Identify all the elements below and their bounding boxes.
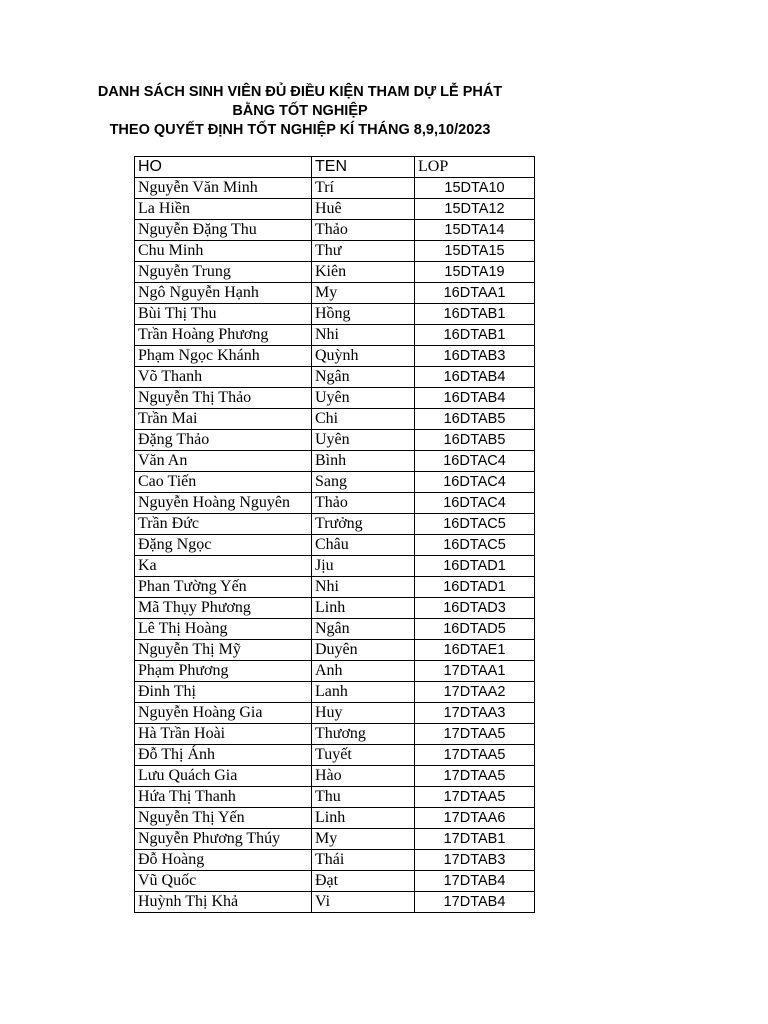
student-table (134, 156, 535, 913)
table-row (135, 304, 535, 325)
cell-lop: 17DTAA5 (415, 724, 535, 745)
cell-lop: 16DTAC4 (415, 493, 535, 514)
table-row (135, 325, 535, 346)
cell-ho: Hà Trần Hoài (135, 724, 312, 745)
cell-lop: 17DTAA5 (415, 766, 535, 787)
table-row (135, 577, 535, 598)
cell-ho: Nguyễn Phương Thúy (135, 829, 312, 850)
cell-ten: Linh (312, 598, 415, 619)
table-row (135, 892, 535, 913)
cell-ten: Thu (312, 787, 415, 808)
cell-ten: Thư (312, 241, 415, 262)
cell-lop: 15DTA14 (415, 220, 535, 241)
cell-ho: Nguyễn Văn Minh (135, 178, 312, 199)
cell-lop: 16DTAC4 (415, 451, 535, 472)
table-header-row (135, 157, 535, 178)
table-row (135, 535, 535, 556)
cell-ho: Nguyễn Hoàng Nguyên (135, 493, 312, 514)
cell-ten: Uyên (312, 388, 415, 409)
table-row (135, 703, 535, 724)
cell-ho: Đặng Ngọc (135, 535, 312, 556)
cell-ten: Linh (312, 808, 415, 829)
cell-ten: Trưởng (312, 514, 415, 535)
cell-lop: 16DTAB1 (415, 325, 535, 346)
cell-lop: 15DTA10 (415, 178, 535, 199)
cell-ho: Phan Tường Yến (135, 577, 312, 598)
table-row (135, 682, 535, 703)
cell-ten: Jịu (312, 556, 415, 577)
cell-lop: 16DTAC4 (415, 472, 535, 493)
table-row (135, 493, 535, 514)
table-row (135, 220, 535, 241)
cell-ho: Đặng Thảo (135, 430, 312, 451)
title-line-3: THEO QUYẾT ĐỊNH TỐT NGHIỆP KÍ THÁNG 8,9,10/2023 (109, 122, 491, 138)
table-row (135, 745, 535, 766)
cell-ten: Thái (312, 850, 415, 871)
cell-ten: Uyên (312, 430, 415, 451)
cell-ho: Bùi Thị Thu (135, 304, 312, 325)
cell-ho: Huỳnh Thị Khả (135, 892, 312, 913)
cell-ten: Tuyết (312, 745, 415, 766)
cell-ho: Phạm Ngọc Khánh (135, 346, 312, 367)
cell-lop: 17DTAA1 (415, 661, 535, 682)
table-row (135, 451, 535, 472)
cell-ho: Nguyễn Thị Yến (135, 808, 312, 829)
cell-ten: Bình (312, 451, 415, 472)
table-row (135, 241, 535, 262)
cell-lop: 17DTAA2 (415, 682, 535, 703)
cell-ho: Lê Thị Hoàng (135, 619, 312, 640)
cell-ho: Nguyễn Thị Mỹ (135, 640, 312, 661)
cell-ho: Ka (135, 556, 312, 577)
table-row (135, 388, 535, 409)
table-row (135, 556, 535, 577)
cell-ten: Thảo (312, 493, 415, 514)
cell-ho: Võ Thanh (135, 367, 312, 388)
cell-ho: La Hiền (135, 199, 312, 220)
cell-ten: Hồng (312, 304, 415, 325)
cell-ten: Vi (312, 892, 415, 913)
table-row (135, 514, 535, 535)
table-row (135, 367, 535, 388)
cell-lop: 16DTAD5 (415, 619, 535, 640)
cell-ho: Mã Thụy Phương (135, 598, 312, 619)
table-row (135, 283, 535, 304)
document-title (70, 83, 530, 140)
cell-ho: Cao Tiến (135, 472, 312, 493)
cell-ten: My (312, 283, 415, 304)
cell-lop: 16DTAC5 (415, 535, 535, 556)
cell-ten: Thảo (312, 220, 415, 241)
cell-lop: 16DTAB1 (415, 304, 535, 325)
cell-lop: 16DTAE1 (415, 640, 535, 661)
cell-ten: Sang (312, 472, 415, 493)
table-row (135, 850, 535, 871)
cell-ho: Chu Minh (135, 241, 312, 262)
cell-lop: 16DTAB3 (415, 346, 535, 367)
cell-lop: 17DTAB1 (415, 829, 535, 850)
cell-ten: Thương (312, 724, 415, 745)
table-row (135, 871, 535, 892)
title-line-2: BẰNG TỐT NGHIỆP (232, 103, 368, 119)
cell-lop: 17DTAA5 (415, 787, 535, 808)
title-line-1: DANH SÁCH SINH VIÊN ĐỦ ĐIỀU KIỆN THAM DỰ LỄ PHÁT (97, 84, 503, 100)
cell-ten: Ngân (312, 619, 415, 640)
cell-lop: 16DTAA1 (415, 283, 535, 304)
table-row (135, 808, 535, 829)
cell-ho: Văn An (135, 451, 312, 472)
cell-ten: Chi (312, 409, 415, 430)
cell-lop: 16DTAD3 (415, 598, 535, 619)
cell-ten: Nhi (312, 577, 415, 598)
table-row (135, 472, 535, 493)
cell-ten: Nhi (312, 325, 415, 346)
cell-ho: Đỗ Thị Ánh (135, 745, 312, 766)
cell-lop: 17DTAA5 (415, 745, 535, 766)
cell-lop: 15DTA19 (415, 262, 535, 283)
table-row (135, 724, 535, 745)
cell-lop: 17DTAB3 (415, 850, 535, 871)
cell-ho: Đinh Thị (135, 682, 312, 703)
cell-ten: Lanh (312, 682, 415, 703)
cell-lop: 15DTA15 (415, 241, 535, 262)
cell-ten: Quỳnh (312, 346, 415, 367)
table-row (135, 178, 535, 199)
cell-ten: Ngân (312, 367, 415, 388)
table-row (135, 766, 535, 787)
table-row (135, 598, 535, 619)
cell-lop: 16DTAB5 (415, 409, 535, 430)
cell-lop: 16DTAD1 (415, 577, 535, 598)
cell-ten: Huê (312, 199, 415, 220)
header-lop: LOP (415, 157, 535, 178)
cell-lop: 17DTAA3 (415, 703, 535, 724)
table-row (135, 199, 535, 220)
cell-lop: 17DTAA6 (415, 808, 535, 829)
cell-ten: Hào (312, 766, 415, 787)
cell-ho: Ngô Nguyễn Hạnh (135, 283, 312, 304)
cell-lop: 17DTAB4 (415, 892, 535, 913)
cell-ten: Châu (312, 535, 415, 556)
cell-ho: Nguyễn Trung (135, 262, 312, 283)
cell-ho: Nguyễn Hoàng Gia (135, 703, 312, 724)
cell-ho: Trần Hoàng Phương (135, 325, 312, 346)
cell-ten: Duyên (312, 640, 415, 661)
cell-ten: My (312, 829, 415, 850)
table-row (135, 829, 535, 850)
cell-lop: 15DTA12 (415, 199, 535, 220)
cell-ten: Kiên (312, 262, 415, 283)
table-row (135, 787, 535, 808)
table-row (135, 262, 535, 283)
table-row (135, 430, 535, 451)
cell-ho: Vũ Quốc (135, 871, 312, 892)
cell-lop: 16DTAD1 (415, 556, 535, 577)
table-row (135, 409, 535, 430)
cell-ho: Đỗ Hoàng (135, 850, 312, 871)
cell-lop: 16DTAC5 (415, 514, 535, 535)
cell-lop: 17DTAB4 (415, 871, 535, 892)
header-ho: HO (135, 157, 312, 178)
cell-lop: 16DTAB4 (415, 388, 535, 409)
cell-ten: Huy (312, 703, 415, 724)
cell-ten: Anh (312, 661, 415, 682)
table-row (135, 346, 535, 367)
cell-ten: Đạt (312, 871, 415, 892)
cell-ten: Trí (312, 178, 415, 199)
cell-lop: 16DTAB4 (415, 367, 535, 388)
table-row (135, 661, 535, 682)
cell-ho: Hứa Thị Thanh (135, 787, 312, 808)
cell-ho: Nguyễn Đặng Thu (135, 220, 312, 241)
cell-lop: 16DTAB5 (415, 430, 535, 451)
cell-ho: Trần Đức (135, 514, 312, 535)
cell-ho: Nguyễn Thị Thảo (135, 388, 312, 409)
table-row (135, 619, 535, 640)
table-row (135, 640, 535, 661)
table-body (135, 178, 535, 913)
header-ten: TEN (312, 157, 415, 178)
cell-ho: Lưu Quách Gia (135, 766, 312, 787)
cell-ho: Phạm Phương (135, 661, 312, 682)
cell-ho: Trần Mai (135, 409, 312, 430)
